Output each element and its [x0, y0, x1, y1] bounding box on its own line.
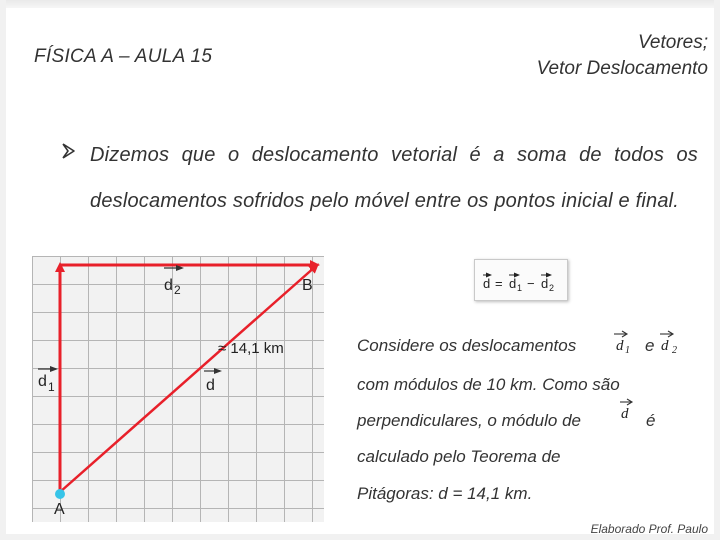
explanation-line-5: Pitágoras: d = 14,1 km. — [357, 484, 533, 503]
label-d2-text: d — [164, 277, 173, 294]
bullet-text: Dizemos que o deslocamento vetorial é a soma de todos os deslocamentos sofridos pelo móvel entre os pontos inicial e final. — [90, 144, 698, 212]
topic-line-1: Vetores; — [637, 32, 708, 53]
footer-credit: Elaborado Prof. Paulo — [590, 522, 708, 536]
course-title: FÍSICA A – AULA 15 — [34, 46, 213, 67]
vector-d2-inline — [656, 330, 684, 356]
formula-term1: d — [509, 276, 517, 291]
label-point-a: A — [54, 501, 65, 518]
vector-diagram — [32, 256, 324, 522]
label-d1-text: d — [38, 373, 47, 390]
topic-title — [537, 30, 708, 82]
label-magnitude: ≈ 14,1 km — [218, 340, 284, 357]
explanation-conjunction: e — [645, 336, 655, 355]
vector-d1-inline — [612, 330, 636, 356]
topic-line-2: Vetor Deslocamento — [536, 58, 708, 79]
vector-d1-inline-letter: d — [616, 338, 624, 354]
vector-d-inline — [617, 398, 637, 424]
vector-d2-inline-letter: d — [661, 338, 669, 354]
explanation-line-3b: é — [646, 411, 656, 430]
explanation-line-2: com módulos de 10 km. Como são — [357, 375, 620, 394]
label-d-text: d — [206, 377, 215, 394]
slide-frame-top — [0, 0, 720, 8]
bullet-arrow-icon — [62, 143, 76, 159]
vector-d-inline-letter: d — [621, 406, 629, 422]
point-a-marker — [55, 489, 65, 499]
explanation-line-3a: perpendiculares, o módulo de — [357, 411, 581, 430]
formula-term2-sub: 2 — [549, 283, 555, 293]
vector-d1-inline-sub: 1 — [625, 345, 630, 356]
explanation-line-4: calculado pelo Teorema de — [357, 447, 561, 466]
explanation-line-1a: Considere os deslocamentos — [357, 336, 577, 355]
formula-term2: d — [541, 276, 549, 291]
label-point-b: B — [302, 277, 313, 294]
vector-d2-inline-sub: 2 — [672, 345, 677, 356]
formula-term1-sub: 1 — [517, 283, 523, 293]
slide-frame-left — [0, 0, 6, 540]
formula-box — [474, 259, 568, 301]
label-d2-sub: 2 — [174, 283, 181, 297]
formula-eq: = — [495, 276, 503, 291]
label-d1-sub: 1 — [48, 380, 55, 394]
slide-frame-right — [714, 0, 720, 540]
formula-minus: − — [527, 276, 535, 291]
formula-lhs: d — [483, 276, 491, 291]
